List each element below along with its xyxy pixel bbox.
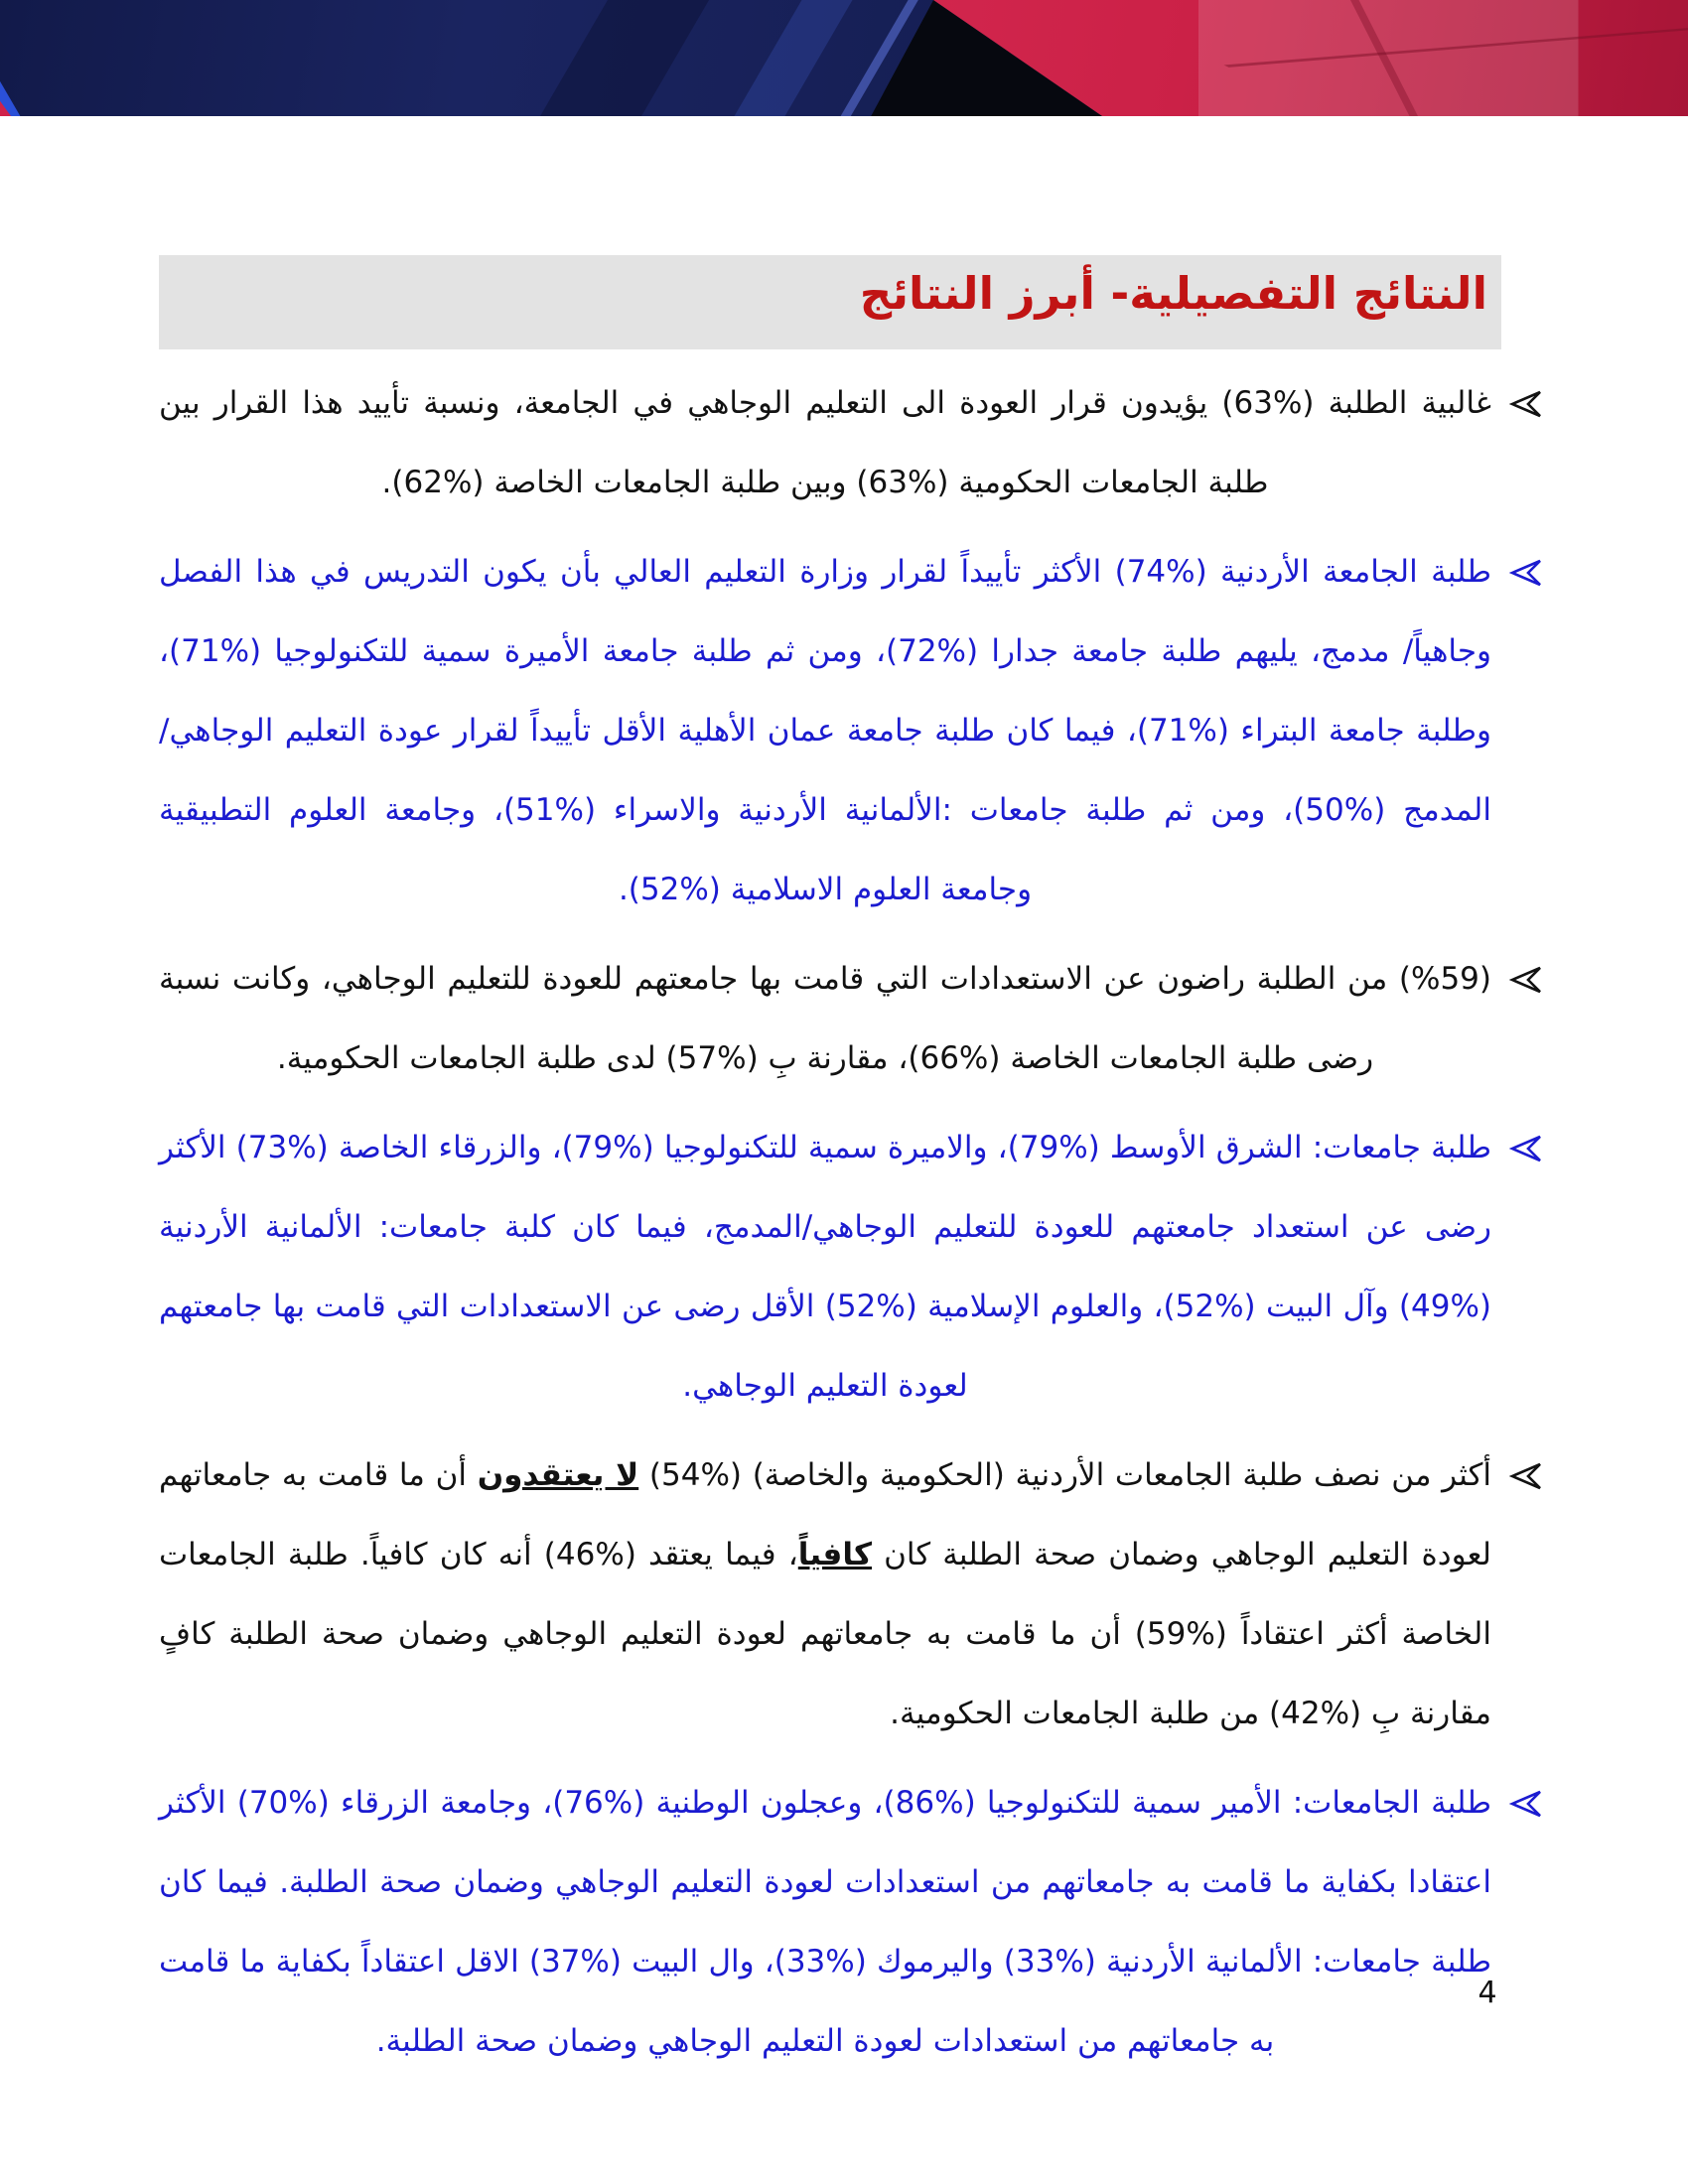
arrow-bullet-icon — [1507, 1787, 1543, 1821]
arrow-bullet-icon — [1507, 1459, 1543, 1493]
arrow-bullet-icon — [1507, 556, 1543, 590]
bullet-text: طلبة جامعات: الشرق الأوسط (%79)، والاميرة سمية للتكنولوجيا (%79)، والزرقاء الخاصة (%73) الأكثر رضى عن استعداد جامعتهم للعودة للتعليم الوجاهي/المدمج، فيما كان كلبة جامعات: الألمانية الأردنية (%49) وآل البيت (%52)، والعلوم الإسلامية (%52) الأقل رضى عن الاستعدادات التي قامت بها جامعتهم لعودة التعليم الوجاهي. — [159, 1130, 1491, 1404]
bullet-item — [159, 1435, 1543, 1753]
header-banner — [0, 0, 1688, 116]
bullet-item — [159, 1108, 1543, 1426]
banner-red-wash — [0, 0, 1688, 116]
bullet-item — [159, 939, 1543, 1098]
bullet-text: أكثر من نصف طلبة الجامعات الأردنية (الحكومية والخاصة) (%54) لا يعتقدون أن ما قامت به جامعاتهم لعودة التعليم الوجاهي وضمان صحة الطلبة كان كافياً، فيما يعتقد (%46) أنه كان كافياً. طلبة الجامعات الخاصة أكثر اعتقاداً (%59) أن ما قامت به جامعاتهم لعودة التعليم الوجاهي وضمان صحة الطلبة كافٍ مقارنة بِ (%42) من طلبة الجامعات الحكومية. — [159, 1457, 1492, 1731]
bullet-text: غالبية الطلبة (%63) يؤيدون قرار العودة الى التعليم الوجاهي في الجامعة، ونسبة تأييد هذا القرار بين طلبة الجامعات الحكومية (%63) وبين طلبة الجامعات الخاصة (%62). — [159, 385, 1491, 500]
page-number: 4 — [1477, 1976, 1497, 2010]
section-title: النتائج التفصيلية- أبرز النتائج — [859, 267, 1487, 320]
bullet-item — [159, 532, 1543, 929]
section-title-bar — [159, 255, 1501, 349]
arrow-bullet-icon — [1507, 1132, 1543, 1165]
bullet-item — [159, 1763, 1543, 2081]
bullet-list — [159, 363, 1543, 2091]
arrow-bullet-icon — [1507, 963, 1543, 997]
bullet-item — [159, 363, 1543, 522]
bullet-text: طلبة الجامعة الأردنية (%74) الأكثر تأييداً لقرار وزارة التعليم العالي بأن يكون التدريس في هذا الفصل وجاهياً/ مدمج، يليهم طلبة جامعة جدارا (%72)، ومن ثم طلبة جامعة الأميرة سمية للتكنولوجيا (%71)، وطلبة جامعة البتراء (%71)، فيما كان طلبة جامعة عمان الأهلية الأقل تأييداً لقرار عودة التعليم الوجاهي/ المدمج (%50)، ومن ثم طلبة جامعات :الألمانية الأردنية والاسراء (%51)، وجامعة العلوم التطبيقية وجامعة العلوم الاسلامية (%52). — [159, 554, 1491, 907]
arrow-bullet-icon — [1507, 387, 1543, 421]
bullet-text: (%59) من الطلبة راضون عن الاستعدادات التي قامت بها جامعتهم للعودة للتعليم الوجاهي، وكانت نسبة رضى طلبة الجامعات الخاصة (%66)، مقارنة بِ (%57) لدى طلبة الجامعات الحكومية. — [159, 961, 1491, 1076]
bullet-text: طلبة الجامعات: الأمير سمية للتكنولوجيا (%86)، وعجلون الوطنية (%76)، وجامعة الزرقاء (%70) الأكثر اعتقادا بكفاية ما قامت به جامعاتهم من استعدادات لعودة التعليم الوجاهي وضمان صحة الطلبة. فيما كان طلبة جامعات: الألمانية الأردنية (%33) واليرموك (%33)، وال البيت (%37) الاقل اعتقاداً بكفاية ما قامت به جامعاتهم من استعدادات لعودة التعليم الوجاهي وضمان صحة الطلبة. — [159, 1785, 1492, 2059]
